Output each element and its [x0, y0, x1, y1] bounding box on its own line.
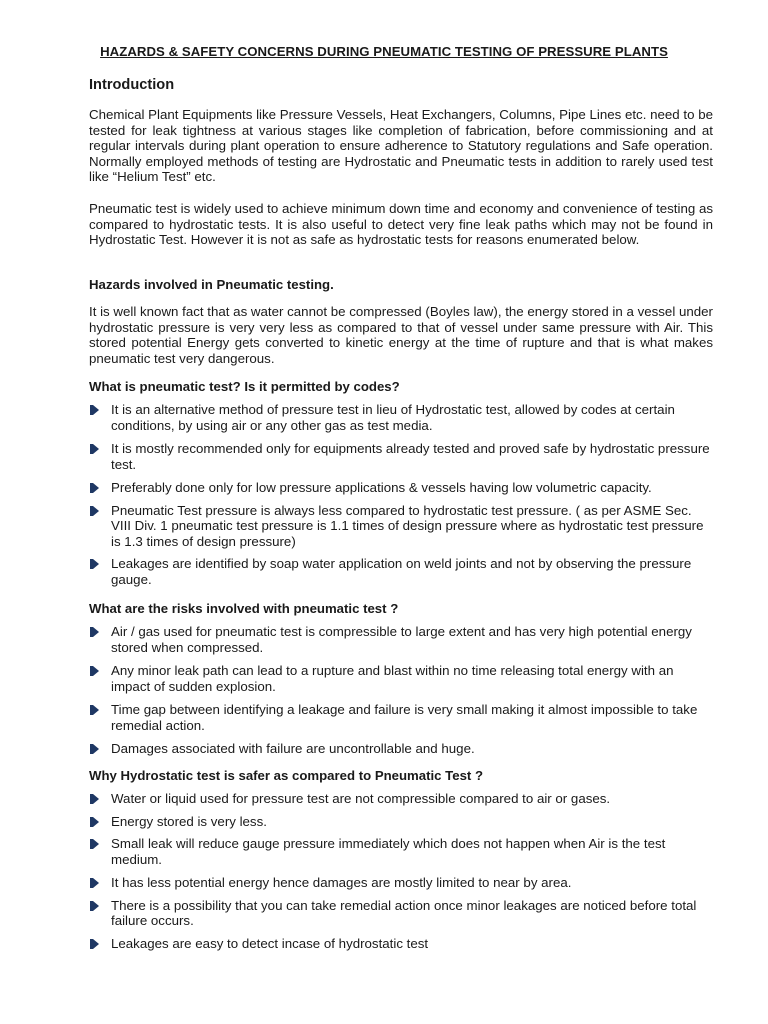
risks-list	[89, 624, 713, 757]
triangle-bullet-icon	[93, 705, 99, 715]
list-item	[89, 503, 713, 550]
list-item	[89, 556, 713, 587]
list-item	[89, 624, 713, 655]
list-item	[89, 814, 713, 830]
list-item-text: It is mostly recommended only for equipments already tested and proved safe by hydrostatic pressure test.	[111, 441, 710, 472]
triangle-bullet-icon	[93, 444, 99, 454]
triangle-bullet-icon	[93, 483, 99, 493]
intro-paragraph-1: Chemical Plant Equipments like Pressure Vessels, Heat Exchangers, Columns, Pipe Lines etc. need to be tested for leak tightness at various stages like completion of fabrication, before commissioning and at regular intervals during plant operation to ensure adherence to Statutory regulations and Safe operation. Normally employed methods of testing are Hydrostatic and Pneumatic tests in addition to rarely used test like “Helium Test” etc.	[89, 107, 713, 184]
list-item-text: It is an alternative method of pressure test in lieu of Hydrostatic test, allowed by codes at certain conditions, by using air or any other gas as test media.	[111, 402, 675, 433]
list-item	[89, 441, 713, 472]
why-hydrostatic-list	[89, 791, 713, 951]
hazards-paragraph: It is well known fact that as water cannot be compressed (Boyles law), the energy stored in a vessel under hydrostatic pressure is very very less as compared to that of vessel under same pressure with Air. This stored potential Energy gets converted to kinetic energy at the time of rupture and that is what makes pneumatic test very dangerous.	[89, 304, 713, 366]
triangle-bullet-icon	[93, 939, 99, 949]
intro-heading: Introduction	[89, 77, 175, 93]
list-item	[89, 836, 713, 867]
triangle-bullet-icon	[93, 666, 99, 676]
triangle-bullet-icon	[93, 839, 99, 849]
risks-heading: What are the risks involved with pneumatic test ?	[89, 601, 399, 616]
list-item-text: Preferably done only for low pressure applications & vessels having low volumetric capacity.	[111, 480, 652, 495]
triangle-bullet-icon	[93, 878, 99, 888]
triangle-bullet-icon	[93, 405, 99, 415]
triangle-bullet-icon	[93, 817, 99, 827]
list-item-text: Leakages are easy to detect incase of hydrostatic test	[111, 935, 429, 951]
why-hydrostatic-heading: Why Hydrostatic test is safer as compared to Pneumatic Test ?	[89, 768, 484, 783]
list-item-text: It has less potential energy hence damages are mostly limited to near by area.	[111, 875, 572, 890]
list-item-text: Leakages are identified by soap water application on weld joints and not by observing the pressure gauge.	[111, 556, 692, 587]
list-item	[89, 663, 713, 694]
list-item-text: Time gap between identifying a leakage and failure is very small making it almost impossible to take remedial action.	[111, 702, 698, 733]
list-item	[89, 791, 713, 807]
triangle-bullet-icon	[93, 901, 99, 911]
triangle-bullet-icon	[93, 559, 99, 569]
intro-paragraph-2: Pneumatic test is widely used to achieve minimum down time and economy and convenience of testing as compared to hydrostatic tests. It is also useful to detect very fine leak paths which may not be found in Hydrostatic Test. However it is not as safe as hydrostatic tests for reasons enumerated below.	[89, 201, 713, 247]
triangle-bullet-icon	[93, 794, 99, 804]
triangle-bullet-icon	[93, 627, 99, 637]
list-item	[89, 741, 713, 757]
list-item-text: Water or liquid used for pressure test are not compressible compared to air or gases.	[111, 791, 611, 806]
triangle-bullet-icon	[93, 744, 99, 754]
document-title: HAZARDS & SAFETY CONCERNS DURING PNEUMATIC TESTING OF PRESSURE PLANTS	[100, 44, 668, 59]
list-item-text: Pneumatic Test pressure is always less compared to hydrostatic test pressure. ( as per ASME Sec. VIII Div. 1 pneumatic test pressure is 1.1 times of design pressure where as hydrostatic test pressure is 1.3 times of design pressure)	[111, 502, 704, 549]
list-item-text: Energy stored is very less.	[111, 813, 267, 829]
list-item-text: There is a possibility that you can take remedial action once minor leakages are noticed before total failure occurs.	[111, 897, 697, 928]
list-item-text: Damages associated with failure are uncontrollable and huge.	[111, 741, 475, 756]
list-item	[89, 898, 713, 929]
what-is-pneumatic-list	[89, 402, 713, 587]
list-item	[89, 936, 713, 952]
list-item-text: Air / gas used for pneumatic test is compressible to large extent and has very high potential energy stored when compressed.	[111, 624, 692, 655]
list-item	[89, 402, 713, 433]
list-item	[89, 875, 713, 891]
what-is-pneumatic-heading: What is pneumatic test? Is it permitted by codes?	[89, 379, 400, 394]
list-item-text: Small leak will reduce gauge pressure immediately which does not happen when Air is the test medium.	[111, 836, 666, 867]
list-item	[89, 480, 713, 496]
hazards-heading: Hazards involved in Pneumatic testing.	[89, 277, 334, 292]
list-item	[89, 702, 713, 733]
triangle-bullet-icon	[93, 506, 99, 516]
list-item-text: Any minor leak path can lead to a rupture and blast within no time releasing total energy with an impact of sudden explosion.	[111, 663, 674, 694]
